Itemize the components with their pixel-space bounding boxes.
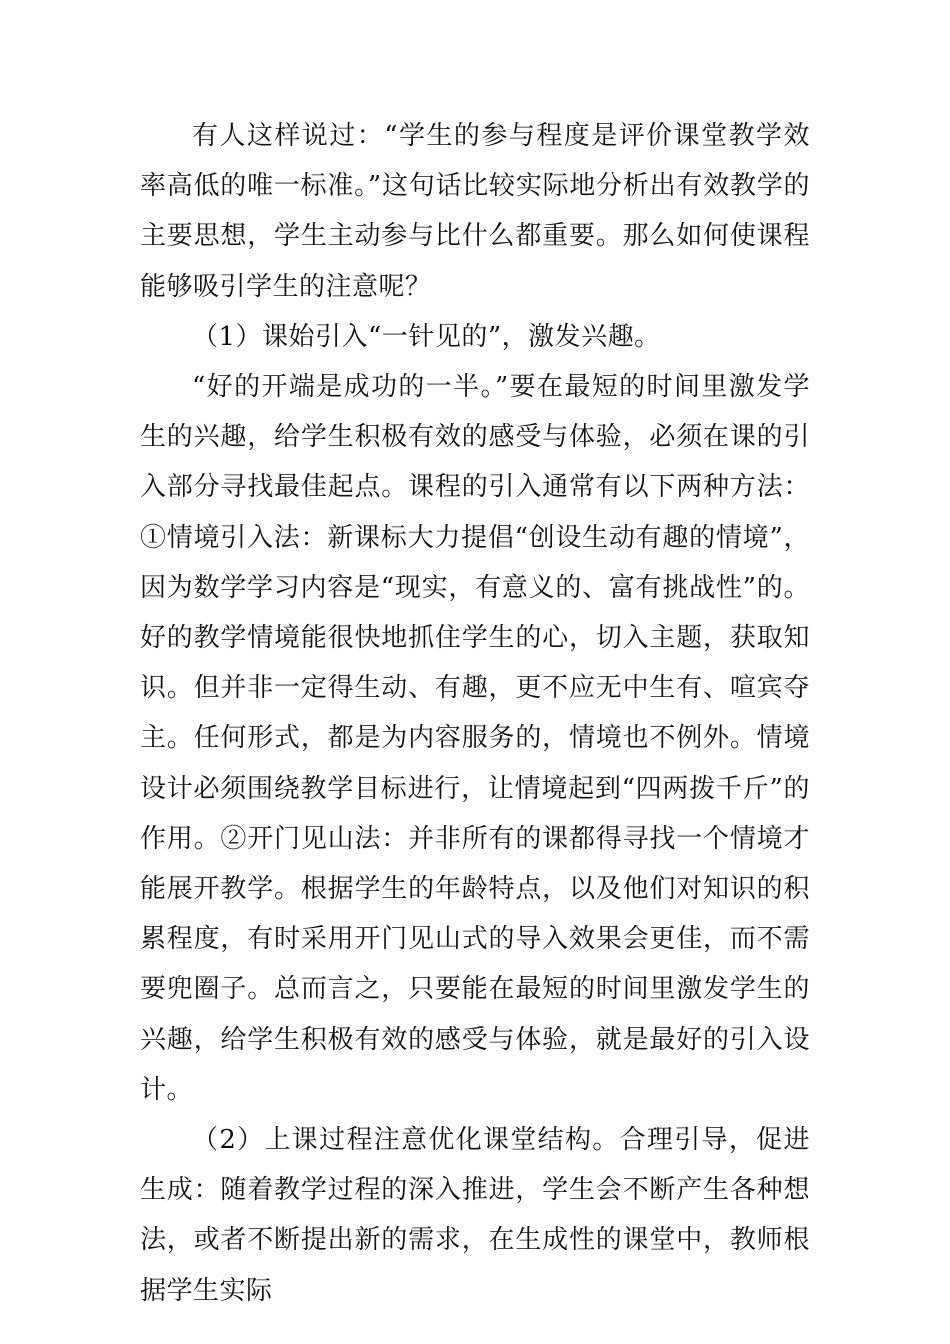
body-text [140,111,810,1316]
paragraph-heading-2: （2）上课过程注意优化课堂结构。合理引导，促进生成：随着教学过程的深入推进，学生会不断产生各种想法，或者不断提出新的需求，在生成性的课堂中，教师根据学生实际 [140,1125,810,1306]
paragraph-intro-methods: “好的开端是成功的一半。”要在最短的时间里激发学生的兴趣，给学生积极有效的感受与体验，必须在课的引入部分寻找最佳起点。课程的引入通常有以下两种方法：①情境引入法：新课标大力提倡“创设生动有趣的情境”，因为数学学习内容是“现实，有意义的、富有挑战性”的。好的教学情境能很快地抓住学生的心，切入主题，获取知识。但并非一定得生动、有趣，更不应无中生有、喧宾夺主。任何形式，都是为内容服务的，情境也不例外。情境设计必须围绕教学目标进行，让情境起到“四两拨千斤”的作用。②开门见山法：并非所有的课都得寻找一个情境才能展开教学。根据学生的年龄特点，以及他们对知识的积累程度，有时采用开门见山式的导入效果会更佳，而不需要兜圈子。总而言之，只要能在最短的时间里激发学生的兴趣，给学生积极有效的感受与体验，就是最好的引入设计。 [140,372,810,1105]
paragraph-intro: 有人这样说过：“学生的参与程度是评价课堂教学效率高低的唯一标准。”这句话比较实际地分析出有效教学的主要思想，学生主动参与比什么都重要。那么如何使课程能够吸引学生的注意呢？ [140,121,810,302]
paragraph-heading-1: （1）课始引入“一针见的”，激发兴趣。 [192,321,661,352]
